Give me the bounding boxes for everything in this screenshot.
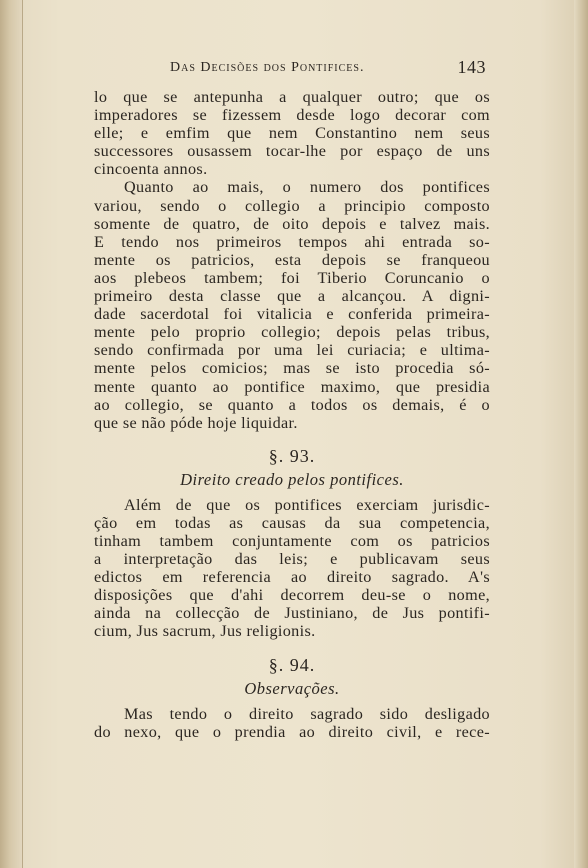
text-line: successores ousassem tocar-lhe por espaço de uns (94, 142, 490, 161)
text-line: dade sacerdotal foi vitalicia e conferida primeira- (94, 305, 490, 324)
section-number-94: §. 94. (268, 654, 316, 675)
text-line: mente quanto ao pontifice maximo, que presidia (94, 377, 490, 396)
text-line: mente pelos comicios; mas se isto procedia só- (94, 359, 490, 378)
text-line: lo que se antepunha a qualquer outro; que os (94, 88, 490, 106)
text-line: disposições que d'ahi decorrem deu-se o nome, (94, 586, 490, 605)
paragraph-direito-pontifices (94, 496, 490, 641)
text-line: mente os patricios, esta depois se franqueou (94, 250, 490, 269)
text-line: tinham tambem conjuntamente com os patricios (94, 531, 490, 550)
text-line: edictos em referencia ao direito sagrado. A's (94, 568, 490, 587)
text-line: Quanto ao mais, o numero dos pontifices (124, 178, 490, 197)
text-line: variou, sendo o collegio a principio composto (94, 196, 490, 215)
text-line: sendo confirmada por uma lei curiacia; e ultima- (94, 341, 490, 360)
page-header (94, 56, 490, 84)
section-number-93: §. 93. (268, 445, 316, 466)
text-line: E tendo nos primeiros tempos ahi entrada so- (94, 232, 490, 251)
text-line: ao collegio, se quanto a todos os demais, é o (94, 395, 490, 414)
page-number: 143 (457, 57, 486, 77)
text-line: a interpretação das leis; e publicavam seus (94, 550, 490, 569)
text-line: elle; e emfim que nem Constantino nem seus (94, 124, 490, 143)
text-line: cium, Jus sacrum, Jus religionis. (94, 622, 316, 641)
running-head: Das Decisões dos Pontifices. (170, 60, 365, 75)
text-line: mente pelo proprio collegio; depois pelas tribus, (94, 323, 490, 342)
section-title-93: Direito creado pelos pontifices. (180, 469, 404, 489)
text-line: primeiro desta classe que a alcançou. A digni- (94, 287, 490, 306)
text-line: Além de que os pontifices exerciam jurisdic- (124, 495, 490, 514)
text-line: Mas tendo o direito sagrado sido desligado (124, 704, 490, 723)
text-line: ção em todas as causas da sua competencia, (94, 513, 490, 532)
book-spine-shadow (0, 0, 23, 868)
page-edge-shadow (574, 0, 588, 868)
text-line: imperadores se fizessem desde logo decorar com (94, 106, 490, 125)
paragraph-observacoes (94, 705, 490, 741)
text-line: do nexo, que o prendia ao direito civil, e rece- (94, 722, 490, 741)
text-line: aos plebeos tambem; foi Tiberio Coruncanio o (94, 268, 490, 287)
page-body (94, 88, 490, 741)
section-title-94: Observações. (244, 678, 340, 698)
paragraph-pontifices-number (94, 178, 490, 431)
text-line: que se não póde hoje liquidar. (94, 413, 298, 432)
page-content (94, 56, 490, 741)
paragraph-continued (94, 88, 490, 178)
text-line: somente de quatro, de oito depois e talvez mais. (94, 214, 490, 233)
text-line: ainda na collecção de Justiniano, de Jus pontifi- (94, 604, 490, 623)
text-line: cincoenta annos. (94, 160, 208, 179)
